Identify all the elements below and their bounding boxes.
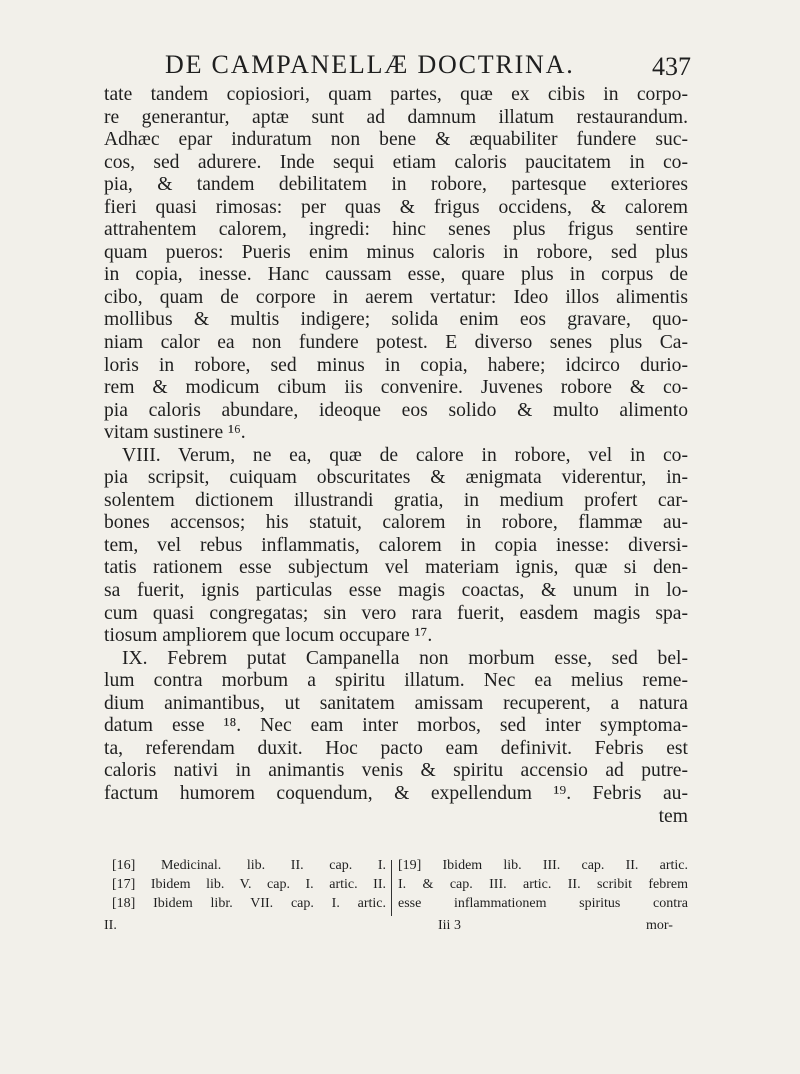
text-line: cibo, quam de corpore in aerem vertatur: Ideo illos alimentis [104,286,688,308]
footnotes-left-column [112,856,386,913]
body-text [104,84,688,828]
text-line: sa fuerit, ignis particulas esse magis coactas, & unum in lo- [104,580,688,602]
signature-mark: Iii 3 [438,918,461,933]
text-line: re generantur, aptæ sunt ad damnum illatum restaurandum. [104,106,688,128]
footnote-tail: II. [104,918,117,933]
text-line: in copia, inesse. Hanc caussam esse, quare plus in corpus de [104,264,688,286]
text-line: tiosum ampliorem que locum occupare ¹⁷. [104,625,433,647]
text-line: solentem dictionem illustrandi gratia, in medium profert car- [104,489,688,511]
footnotes-right-column [398,856,688,913]
text-line: cum quasi congregatas; sin vero rara fuerit, easdem magis spa- [104,602,688,624]
running-head [0,44,800,84]
footnote-line: [19] Ibidem lib. III. cap. II. artic. [398,858,688,873]
text-line: vitam sustinere ¹⁶. [104,422,246,444]
text-line: fieri quasi rimosas: per quas & frigus occidens, & calorem [104,196,688,218]
text-line: caloris nativi in animantis venis & spiritu accensio ad putre- [104,760,688,782]
text-line: Adhæc epar induratum non bene & æquabiliter fundere suc- [104,129,688,151]
footnote-line: esse inflammationem spiritus contra [398,896,688,911]
footnote-line: [17] Ibidem lib. V. cap. I. artic. II. [112,877,386,892]
text-line: pia caloris abundare, ideoque eos solido & multo alimento [104,399,688,421]
footnotes [104,856,688,936]
text-line: tatis rationem esse subjectum vel materiam ignis, quæ si den- [104,557,688,579]
text-line: datum esse ¹⁸. Nec eam inter morbos, sed inter symptoma- [104,715,688,737]
text-line: tem, vel rebus inflammatis, calorem in copia inesse: diversi- [104,534,688,556]
text-line: cos, sed adurere. Inde sequi etiam caloris paucitatem in co- [104,151,688,173]
catchword: mor- [646,918,673,933]
text-line: loris in robore, sed minus in copia, habere; idcirco durio- [104,354,688,376]
text-line: attrahentem calorem, ingredi: hinc senes plus frigus sentire [104,219,688,241]
text-line: niam calor ea non fundere potest. E diverso senes plus Ca- [104,332,688,354]
page-number: 437 [652,52,691,81]
text-line: mollibus & multis indigere; solida enim eos gravare, quo- [104,309,688,331]
section-start-line: IX. Febrem putat Campanella non morbum esse, sed bel- [122,647,688,669]
running-title: DE CAMPANELLÆ DOCTRINA. [165,50,575,79]
text-line: ta, referendam duxit. Hoc pacto eam definivit. Febris est [104,737,688,759]
text-line: quam pueros: Pueris enim minus caloris in robore, sed plus [104,241,688,263]
text-line: tate tandem copiosiori, quam partes, quæ ex cibis in corpo- [104,84,688,105]
text-line: dium animantibus, ut sanitatem amissam recuperent, a natura [104,692,688,714]
text-line: pia, & tandem debilitatem in robore, partesque exteriores [104,174,688,196]
text-line: lum contra morbum a spiritu illatum. Nec ea melius reme- [104,670,688,692]
section-start-line: VIII. Verum, ne ea, quæ de calore in robore, vel in co- [122,444,688,466]
text-line: bones accensos; his statuit, calorem in robore, flammæ au- [104,512,688,534]
footnote-line: I. & cap. III. artic. II. scribit febrem [398,877,688,892]
footnote-line: [18] Ibidem libr. VII. cap. I. artic. [112,896,386,911]
footnote-column-divider [391,860,392,916]
text-line: pia scripsit, cuiquam obscuritates & ænigmata viderentur, in- [104,467,688,489]
text-line: factum humorem coquendum, & expellendum ¹⁹. Febris au- [104,782,688,804]
text-line: rem & modicum cibum iis convenire. Juvenes robore & co- [104,377,688,399]
text-line: tem [658,805,688,827]
footnote-line: [16] Medicinal. lib. II. cap. I. [112,858,386,873]
